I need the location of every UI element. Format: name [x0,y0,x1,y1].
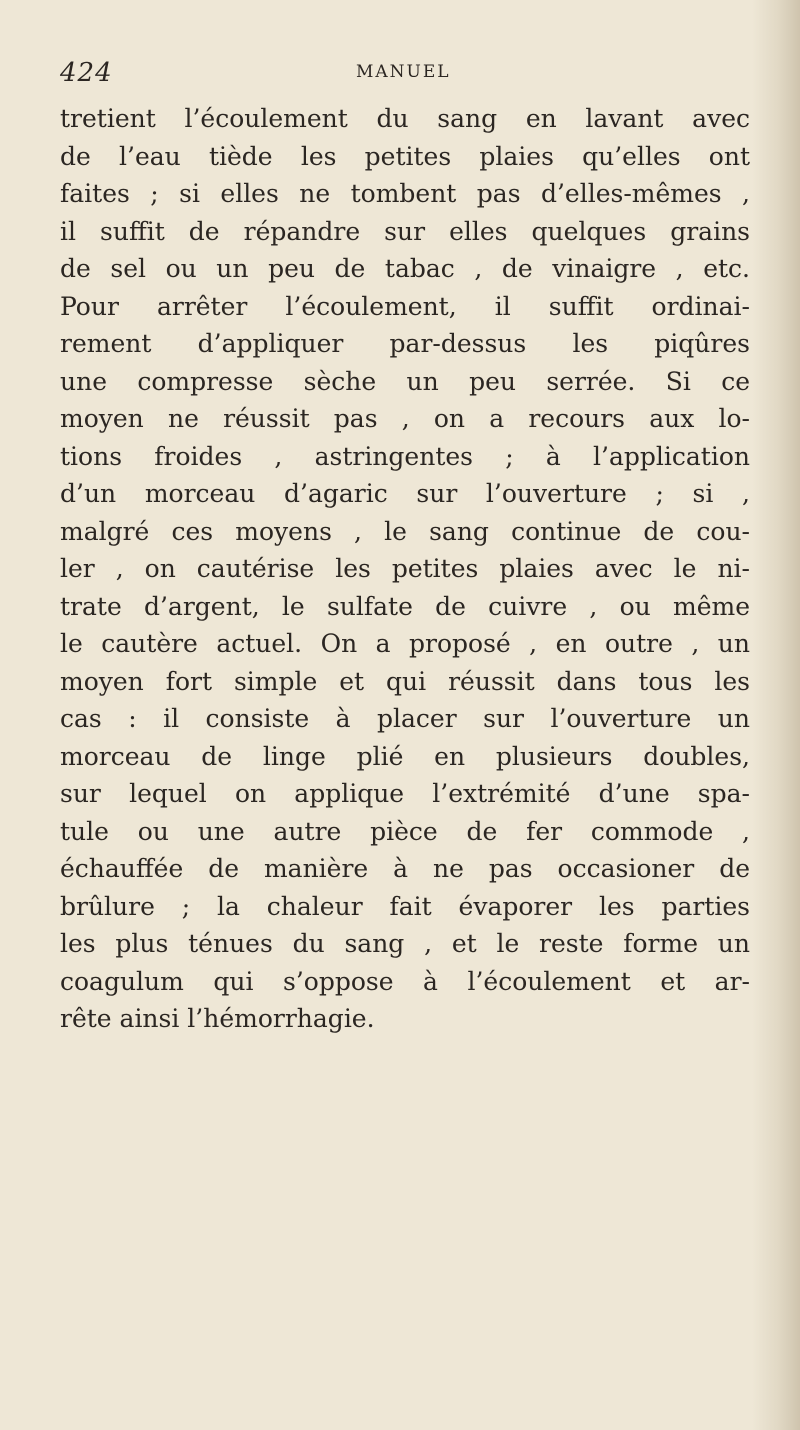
page-edge-shadow [752,0,800,1430]
text-line: rement d’appliquer par-dessus les piqûres [60,329,750,358]
body-text [60,100,750,1038]
text-line: coagulum qui s’oppose à l’écoulement et ar- [60,966,750,996]
text-line: malgré ces moyens , le sang continue de cou- [60,516,750,546]
text-line: sur lequel on applique l’extrémité d’une spa- [60,779,750,808]
text-line: tule ou une autre pièce de fer commode , [60,816,750,846]
text-line: rête ainsi l’hémorrhagie. [60,1004,375,1033]
running-head: MANUEL [356,62,451,82]
text-line: il suffit de répandre sur elles quelques grains [60,216,750,246]
text-line: morceau de linge plié en plusieurs doubles, [60,741,750,771]
text-line: d’un morceau d’agaric sur l’ouverture ; si , [60,479,750,508]
text-line: le cautère actuel. On a proposé , en outre , un [60,629,750,658]
text-line: Pour arrêter l’écoulement, il suffit ordinai- [60,291,750,321]
text-line: les plus ténues du sang , et le reste forme un [60,929,750,958]
page-number: 424 [60,58,113,88]
text-line: brûlure ; la chaleur fait évaporer les parties [60,891,750,921]
text-line: échauffée de manière à ne pas occasioner de [60,854,750,883]
text-line: une compresse sèche un peu serrée. Si ce [60,366,750,396]
text-line: de sel ou un peu de tabac , de vinaigre , etc. [60,254,750,283]
text-line: moyen fort simple et qui réussit dans tous les [60,666,750,696]
text-line: ler , on cautérise les petites plaies avec le ni- [60,554,750,583]
text-line: cas : il consiste à placer sur l’ouverture un [60,704,750,733]
text-line: tions froides , astringentes ; à l’application [60,441,750,471]
text-line: de l’eau tiède les petites plaies qu’elles ont [60,141,750,171]
text-line: trate d’argent, le sulfate de cuivre , ou même [60,591,750,621]
text-line: faites ; si elles ne tombent pas d’elles-mêmes , [60,179,750,208]
text-line: tretient l’écoulement du sang en lavant avec [60,104,750,133]
text-line: moyen ne réussit pas , on a recours aux lo- [60,404,750,433]
